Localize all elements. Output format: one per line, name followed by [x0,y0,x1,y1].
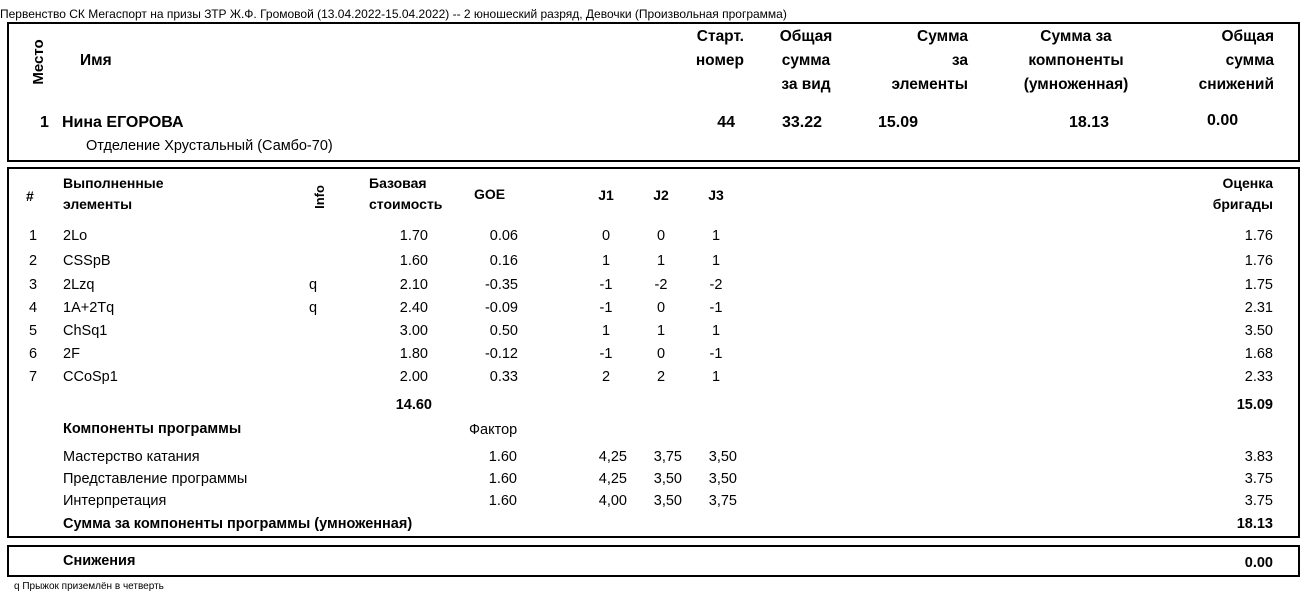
element-j3-cell: -1 [709,300,723,316]
element-base-cell: 2.10 [399,277,428,293]
element-j3-cell: 1 [711,253,721,269]
component-name-cell: Интерпретация [63,493,167,509]
col-panel-header: Оценка бригады [1212,175,1273,212]
element-goe-cell: 0.33 [489,369,518,385]
component-name-cell: Мастерство катания [63,449,200,465]
col-j3-header: J3 [708,187,724,203]
element-j1-cell: -1 [599,346,613,362]
component-j1-cell: 4,00 [598,493,627,509]
components-total-score: 18.13 [1236,516,1273,532]
element-j2-cell: 0 [656,346,666,362]
element-goe-cell: -0.35 [484,277,518,293]
component-j2-cell: 3,75 [653,449,682,465]
col-executed-header: Выполненные элементы [63,175,164,212]
element-j2-cell: 1 [656,323,666,339]
skater-components-score: 18.13 [1069,114,1110,131]
event-title: Первенство СК Мегаспорт на призы ЗТР Ж.Ф. Громовой (13.04.2022-15.04.2022) -- 2 юношеский разряд, Девочки (Произвольная программа) [0,7,787,21]
skater-deductions: 0.00 [1207,112,1239,129]
skater-name: Нина ЕГОРОВА [62,114,184,131]
element-j3-cell: 1 [711,323,721,339]
element-j2-cell: 0 [656,228,666,244]
element-el-cell: CCoSp1 [63,369,118,385]
element-goe-cell: -0.09 [484,300,518,316]
element-j1-cell: 1 [601,323,611,339]
element-j3-cell: 1 [711,228,721,244]
element-base-cell: 2.40 [399,300,428,316]
element-n-cell: 6 [29,346,38,362]
element-j2-cell: 1 [656,253,666,269]
element-j3-cell: -2 [709,277,723,293]
component-factor-cell: 1.60 [488,449,517,465]
component-score-cell: 3.83 [1244,449,1273,465]
component-j1-cell: 4,25 [598,449,627,465]
elements-total-score: 15.09 [1236,397,1273,413]
element-n-cell: 1 [29,228,38,244]
element-j2-cell: 2 [656,369,666,385]
element-score-cell: 2.31 [1244,300,1273,316]
skater-elements-score: 15.09 [878,114,919,131]
component-factor-cell: 1.60 [488,471,517,487]
component-j2-cell: 3,50 [653,471,682,487]
element-j1-cell: 0 [601,228,611,244]
elements-total-base: 14.60 [395,397,432,413]
component-score-cell: 3.75 [1244,493,1273,509]
element-base-cell: 2.00 [399,369,428,385]
element-el-cell: 2Lo [63,228,88,244]
component-j3-cell: 3,50 [708,471,737,487]
element-base-cell: 3.00 [399,323,428,339]
element-el-cell: 2Lzq [63,277,95,293]
total-header: Общая сумма за вид [779,28,833,93]
start-no-header: Старт. номер [695,28,744,69]
element-goe-cell: 0.16 [489,253,518,269]
element-j3-cell: 1 [711,369,721,385]
col-num-header: # [26,188,34,204]
place-header: Место [30,39,47,85]
deductions-box [7,545,1300,577]
element-base-cell: 1.80 [399,346,428,362]
element-el-cell: 2F [63,346,80,362]
footnote: q Прыжок приземлён в четверть [14,581,164,592]
col-base-header: Базовая стоимость [369,175,443,212]
component-j1-cell: 4,25 [598,471,627,487]
name-header: Имя [80,52,112,69]
element-goe-cell: 0.50 [489,323,518,339]
components-total-label: Сумма за компоненты программы (умноженная) [63,516,413,532]
element-j1-cell: -1 [599,277,613,293]
skater-club: Отделение Хрустальный (Самбо-70) [86,138,333,154]
skater-start-no: 44 [717,114,735,131]
component-j2-cell: 3,50 [653,493,682,509]
component-score-cell: 3.75 [1244,471,1273,487]
deductions-total: 0.00 [1244,555,1273,571]
element-n-cell: 3 [29,277,38,293]
element-el-cell: 1A+2Tq [63,300,115,316]
skater-total: 33.22 [782,114,823,131]
deductions-header: Общая сумма снижений [1198,28,1274,93]
factor-header: Фактор [469,422,518,438]
element-j1-cell: -1 [599,300,613,316]
element-n-cell: 5 [29,323,38,339]
element-info-cell: q [309,277,318,293]
element-base-cell: 1.70 [399,228,428,244]
components-section-title: Компоненты программы [63,421,242,437]
element-n-cell: 7 [29,369,38,385]
element-score-cell: 1.75 [1244,277,1273,293]
element-n-cell: 2 [29,253,38,269]
element-score-cell: 1.76 [1244,228,1273,244]
deductions-label: Снижения [63,553,136,569]
element-j3-cell: -1 [709,346,723,362]
element-el-cell: ChSq1 [63,323,108,339]
element-score-cell: 3.50 [1244,323,1273,339]
element-j2-cell: -2 [654,277,668,293]
col-goe-header: GOE [474,186,506,202]
element-info-cell: q [309,300,318,316]
element-base-cell: 1.60 [399,253,428,269]
component-factor-cell: 1.60 [488,493,517,509]
element-j2-cell: 0 [656,300,666,316]
element-j1-cell: 2 [601,369,611,385]
component-j3-cell: 3,50 [708,449,737,465]
col-j1-header: J1 [598,187,614,203]
elements-header: Сумма за элементы [891,28,968,93]
element-j1-cell: 1 [601,253,611,269]
element-n-cell: 4 [29,300,38,316]
skater-place: 1 [40,114,49,131]
col-j2-header: J2 [653,187,669,203]
element-goe-cell: 0.06 [489,228,518,244]
element-score-cell: 2.33 [1244,369,1273,385]
component-j3-cell: 3,75 [708,493,737,509]
components-header: Сумма за компоненты (умноженная) [1023,28,1129,93]
col-info-header: Info [312,185,327,209]
element-el-cell: CSSpB [63,253,111,269]
element-score-cell: 1.68 [1244,346,1273,362]
component-name-cell: Представление программы [63,471,248,487]
element-score-cell: 1.76 [1244,253,1273,269]
element-goe-cell: -0.12 [484,346,518,362]
